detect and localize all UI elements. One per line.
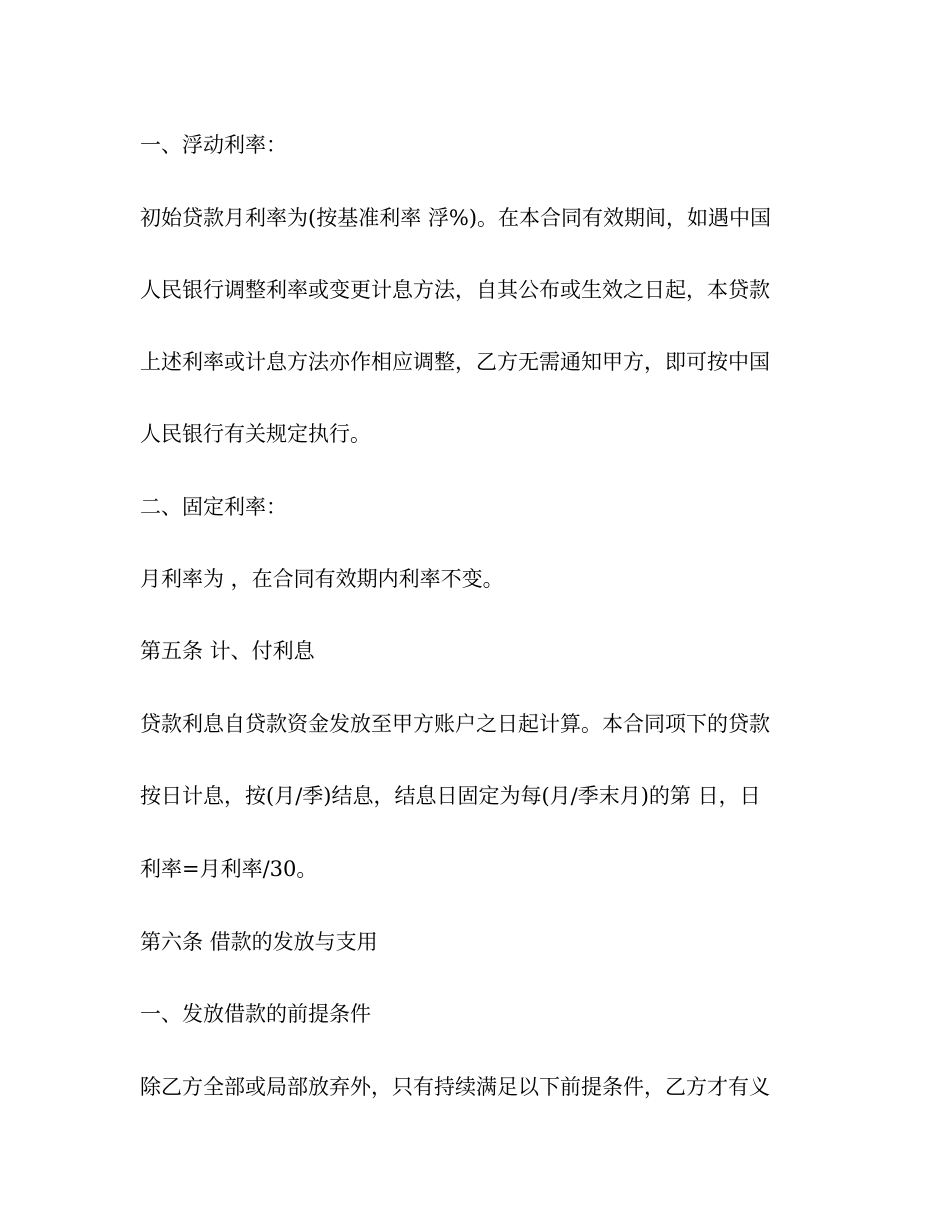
heading-loan-conditions: 一、发放借款的前提条件 xyxy=(140,1002,371,1026)
heading-floating-rate: 一、浮动利率： xyxy=(140,133,287,157)
article-six-title: 第六条 借款的发放与支用 xyxy=(140,930,378,954)
paragraph-line: 人民银行调整利率或变更计息方法，自其公布或生效之日起，本贷款 xyxy=(140,278,770,302)
paragraph-line: 月利率为 ，在合同有效期内利率不变。 xyxy=(140,567,504,591)
paragraph-line: 按日计息，按(月/季)结息，结息日固定为每(月/季末月)的第 日，日 xyxy=(140,784,761,808)
paragraph-line: 贷款利息自贷款资金发放至甲方账户之日起计算。本合同项下的贷款 xyxy=(140,712,770,736)
paragraph-line: 上述利率或计息方法亦作相应调整，乙方无需通知甲方，即可按中国 xyxy=(140,350,770,374)
article-five-title: 第五条 计、付利息 xyxy=(140,639,315,663)
paragraph-line: 初始贷款月利率为(按基准利率 浮%)。在本合同有效期间，如遇中国 xyxy=(140,206,772,230)
heading-fixed-rate: 二、固定利率： xyxy=(140,495,287,519)
paragraph-line: 人民银行有关规定执行。 xyxy=(140,422,371,446)
paragraph-line: 除乙方全部或局部放弃外，只有持续满足以下前提条件，乙方才有义 xyxy=(140,1075,770,1099)
paragraph-line: 利率=月利率/30。 xyxy=(140,857,318,881)
